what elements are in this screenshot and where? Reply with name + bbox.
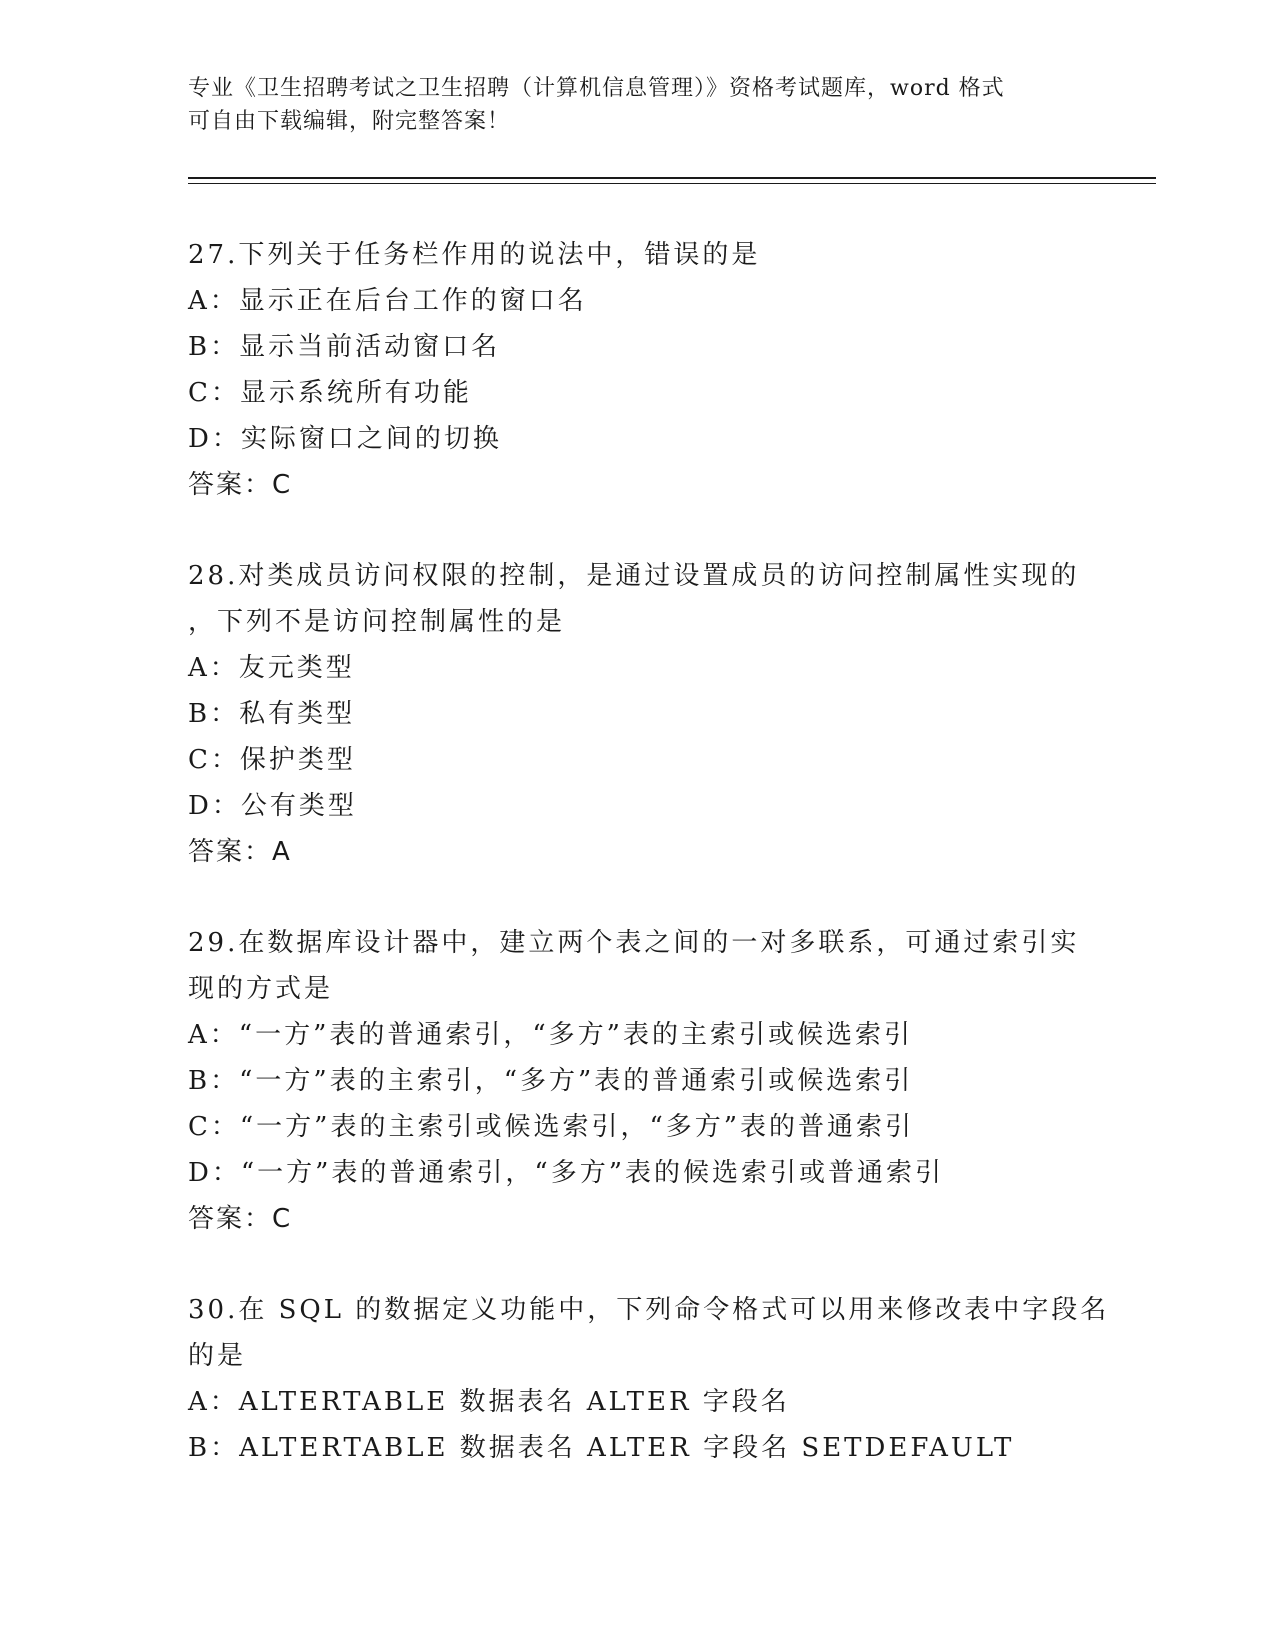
option-c: C：保护类型 (188, 745, 356, 775)
option-b: B：“一方”表的主索引，“多方”表的普通索引或候选索引 (188, 1066, 914, 1096)
answer-line: 答案：C (188, 1204, 293, 1234)
question-stem-line: 27.下列关于任务栏作用的说法中，错误的是 (188, 240, 761, 270)
header-line-1: 专业《卫生招聘考试之卫生招聘（计算机信息管理）》资格考试题库，word 格式 (188, 76, 1005, 101)
question-stem-line: 现的方式是 (188, 974, 334, 1004)
option-d: D：“一方”表的普通索引，“多方”表的候选索引或普通索引 (188, 1158, 945, 1188)
option-b: B：私有类型 (188, 699, 356, 729)
option-a: A：ALTERTABLE 数据表名 ALTER 字段名 (188, 1387, 790, 1417)
option-d: D：公有类型 (188, 791, 357, 821)
option-d: D：实际窗口之间的切换 (188, 424, 502, 454)
option-b: B：ALTERTABLE 数据表名 ALTER 字段名 SETDEFAULT (188, 1433, 1015, 1463)
question-27 (188, 232, 1088, 508)
question-stem-line: ，下列不是访问控制属性的是 (188, 607, 566, 637)
question-stem-line: 的是 (188, 1341, 247, 1371)
option-a: A：显示正在后台工作的窗口名 (188, 286, 587, 316)
answer-line: 答案：A (188, 837, 292, 867)
option-c: C：“一方”表的主索引或候选索引，“多方”表的普通索引 (188, 1112, 915, 1142)
question-list (188, 232, 1110, 1471)
question-stem-line: 28.对类成员访问权限的控制，是通过设置成员的访问控制属性实现的 (188, 561, 1080, 591)
option-a: A：友元类型 (188, 653, 355, 683)
question-28 (188, 553, 1088, 875)
option-c: C：显示系统所有功能 (188, 378, 472, 408)
question-29 (188, 920, 1088, 1242)
header-rule-thick (188, 177, 1156, 179)
header-line-2: 可自由下载编辑，附完整答案！ (188, 109, 511, 134)
option-b: B：显示当前活动窗口名 (188, 332, 501, 362)
option-a: A：“一方”表的普通索引，“多方”表的主索引或候选索引 (188, 1020, 913, 1050)
document-header (188, 72, 1088, 138)
question-30 (188, 1287, 1110, 1471)
answer-line: 答案：C (188, 470, 293, 500)
header-rule-thin (188, 183, 1156, 184)
question-stem-line: 30.在 SQL 的数据定义功能中，下列命令格式可以用来修改表中字段名 (188, 1295, 1110, 1325)
question-stem-line: 29.在数据库设计器中，建立两个表之间的一对多联系，可通过索引实 (188, 928, 1080, 958)
